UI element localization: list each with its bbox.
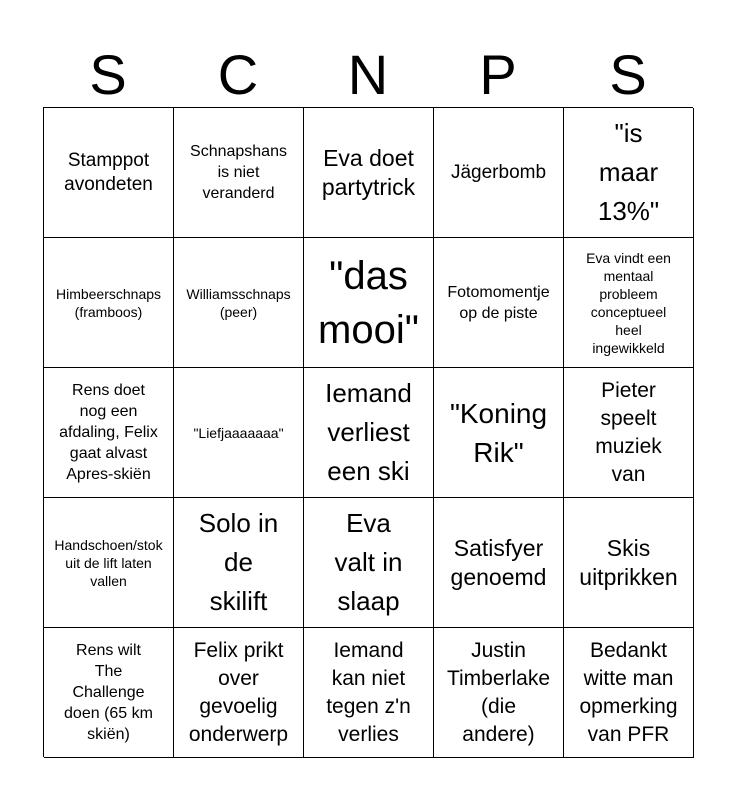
cell-text: Jägerbomb xyxy=(450,161,547,183)
cell-text: "das mooi" xyxy=(318,253,419,352)
bingo-cell[interactable] xyxy=(564,238,694,368)
bingo-cell[interactable] xyxy=(44,108,174,238)
cell-text: "Liefjaaaaaaa" xyxy=(193,424,284,441)
bingo-cell[interactable] xyxy=(564,108,694,238)
cell-text: Skis uitprikken xyxy=(579,534,678,590)
cell-text: Justin Timberlake (die andere) xyxy=(446,638,551,746)
cell-text: Rens doet nog een afdaling, Felix gaat alvast Apres-skiën xyxy=(59,382,158,483)
bingo-cell[interactable] xyxy=(44,368,174,498)
header-letter-2: C xyxy=(217,43,259,106)
bingo-cell[interactable] xyxy=(304,108,434,238)
bingo-card xyxy=(43,107,693,757)
bingo-cell[interactable] xyxy=(434,368,564,498)
bingo-cell[interactable] xyxy=(304,498,434,628)
bingo-header xyxy=(43,42,693,108)
cell-text: Eva vindt een mentaal probleem conceptueel heel ingewikkeld xyxy=(586,249,671,356)
cell-text: Iemand kan niet tegen z'n verlies xyxy=(326,638,411,746)
cell-text: Fotomomentje op de piste xyxy=(447,283,550,322)
bingo-cell[interactable] xyxy=(434,108,564,238)
header-letter-1: S xyxy=(89,43,127,106)
bingo-cell[interactable] xyxy=(434,238,564,368)
cell-text: Handschoen/stok uit de lift laten vallen xyxy=(54,536,163,589)
bingo-cell[interactable] xyxy=(44,238,174,368)
bingo-cell[interactable] xyxy=(564,368,694,498)
bingo-cell[interactable] xyxy=(434,498,564,628)
cell-text: "is maar 13%" xyxy=(597,118,660,226)
cell-text: Pieter speelt muziek van xyxy=(595,378,662,486)
bingo-cell[interactable] xyxy=(174,238,304,368)
cell-text: Eva valt in slaap xyxy=(334,508,403,616)
cell-text: Schnapshans is niet veranderd xyxy=(190,143,287,202)
bingo-cell[interactable] xyxy=(564,498,694,628)
cell-text: Satisfyer genoemd xyxy=(450,534,547,590)
bingo-cell[interactable] xyxy=(174,498,304,628)
cell-text: Iemand verliest een ski xyxy=(325,378,412,486)
header-letter-3: N xyxy=(347,43,389,106)
header-letter-5: S xyxy=(609,43,647,106)
bingo-cell[interactable] xyxy=(174,368,304,498)
bingo-cell[interactable] xyxy=(434,628,564,758)
bingo-cell[interactable] xyxy=(304,368,434,498)
bingo-cell[interactable] xyxy=(174,628,304,758)
cell-text: Rens wilt The Challenge doen (65 km skiën) xyxy=(64,642,153,743)
cell-text: Stamppot avondeten xyxy=(64,149,153,195)
header-letter-4: P xyxy=(479,43,517,106)
bingo-cell free-space[interactable] xyxy=(304,238,434,368)
cell-text: Bedankt witte man opmerking van PFR xyxy=(579,638,678,746)
bingo-cell[interactable] xyxy=(44,628,174,758)
cell-text: Himbeerschnaps (framboos) xyxy=(55,285,162,320)
cell-text: Felix prikt over gevoelig onderwerp xyxy=(188,638,289,746)
bingo-cell[interactable] xyxy=(174,108,304,238)
cell-text: Williamsschnaps (peer) xyxy=(186,285,291,320)
bingo-cell[interactable] xyxy=(564,628,694,758)
cell-text: Solo in de skilift xyxy=(198,508,279,616)
cell-text: Eva doet partytrick xyxy=(321,144,416,200)
bingo-cell[interactable] xyxy=(44,498,174,628)
bingo-cell[interactable] xyxy=(304,628,434,758)
cell-text: "Koning Rik" xyxy=(449,397,548,468)
